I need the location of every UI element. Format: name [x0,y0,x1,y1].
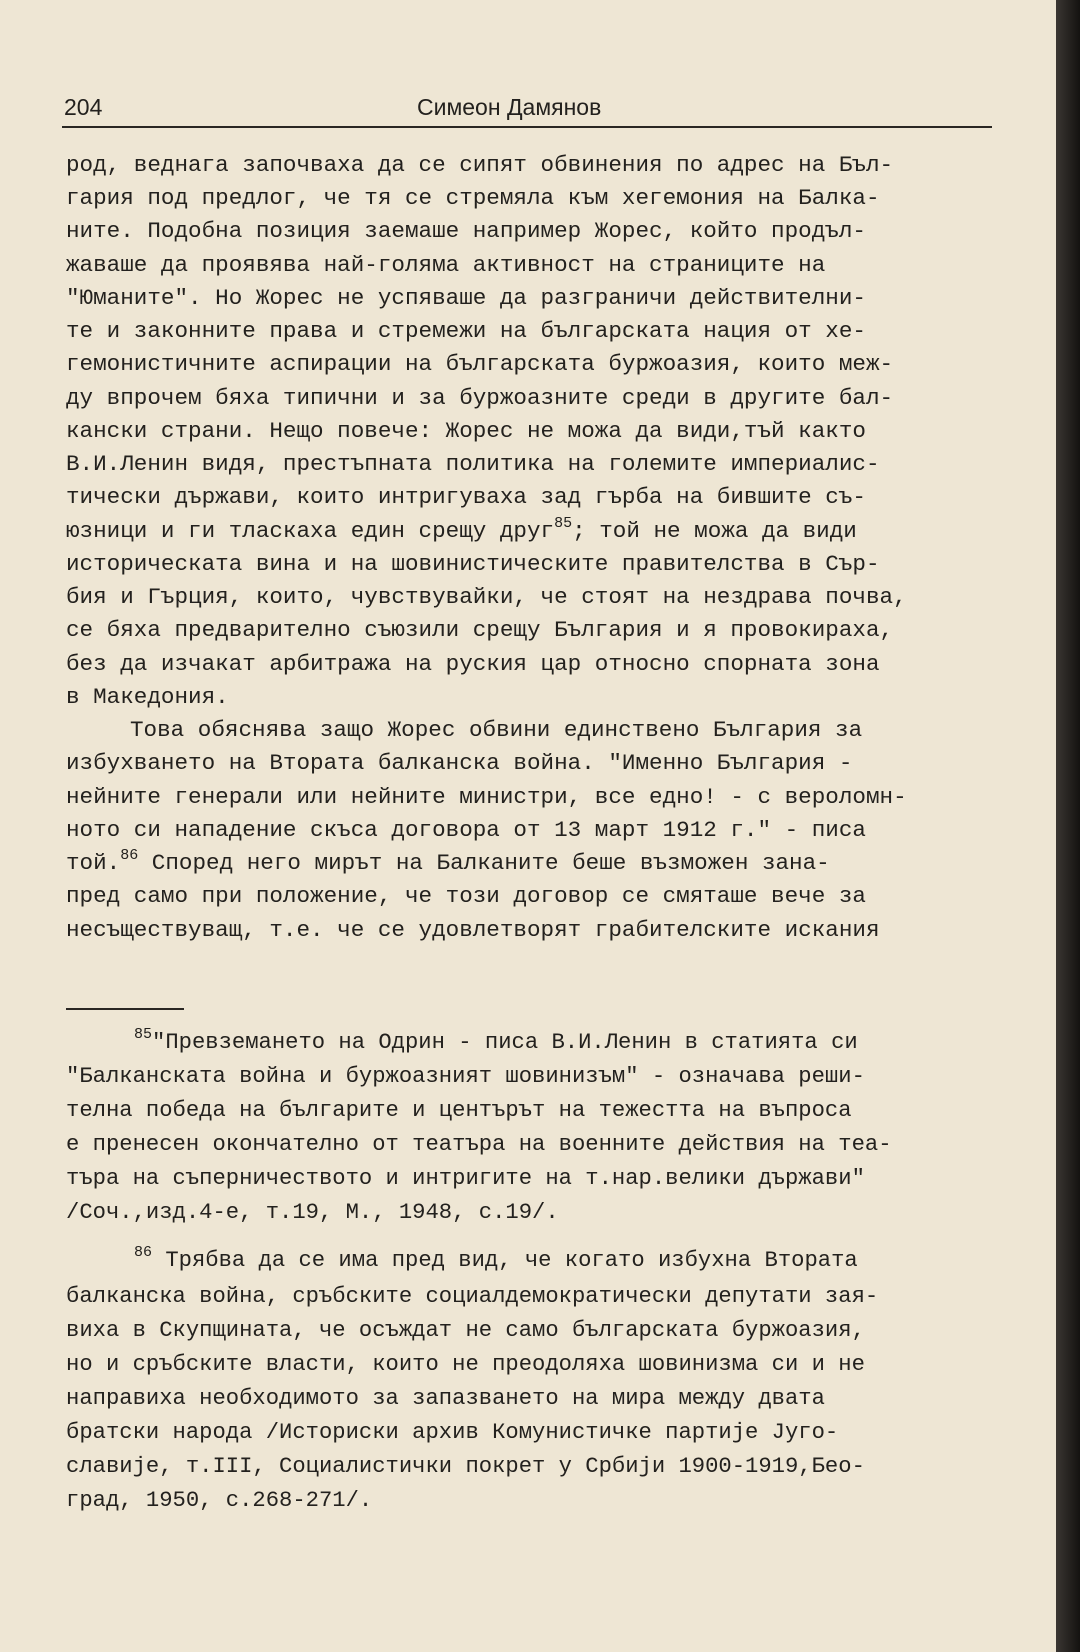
text-line: Това обяснява защо Жорес обвини единствено България за [130,717,863,743]
text-line: гария под предлог, че тя се стремяла към хегемония на Балка- [66,185,880,211]
footnote-85-line: "Балканската война и буржоазният шовинизъм" - означава реши- [66,1064,865,1089]
text-line: несъществуващ, т.е. че се удовлетворят грабителските искания [66,917,880,943]
text-line: нейните генерали или нейните министри, все едно! - с вероломн- [66,784,907,810]
text-line-with-footnote [66,516,857,546]
text-line: гемонистичните аспирации на българската буржоазия, които меж- [66,351,894,377]
page-number: 204 [64,94,103,120]
text-segment: юзници и ги тласкаха един срещу друг [66,518,555,544]
running-title: Симеон Дамянов [417,94,602,120]
footnote-86-line: балканска война, сръбските социалдемократически депутати зая- [66,1284,879,1309]
footnote-86-line: славије, т.III, Социалистички покрет у Србији 1900-1919,Бео- [66,1454,865,1479]
text-line: без да изчакат арбитража на руския цар относно спорната зона [66,651,880,677]
text-line: тически държави, които интригуваха зад гърба на бившите съ- [66,484,866,510]
footnote-85-line: телна победа на българите и центърът на тежестта на въпроса [66,1098,852,1123]
text-line: ното си нападение скъса договора от 13 март 1912 г." - писа [66,817,866,843]
running-header [62,92,992,128]
footnote-86-line [134,1246,858,1276]
text-line: бия и Гърция, които, чувствувайки, че стоят на нездрава почва, [66,584,907,610]
footnote-85-line: търа на съперничеството и интригите на т.нар.велики държави" [66,1166,865,1191]
footnote-text: Трябва да се има пред вид, че когато избухна Втората [165,1248,858,1273]
text-line: род, веднага започваха да се сипят обвинения по адрес на Бъл- [66,152,894,178]
footnote-85-line [134,1028,858,1058]
footnote-86-line: град, 1950, с.268-271/. [66,1488,373,1513]
text-line: историческата вина и на шовинистическите правителства в Сър- [66,551,880,577]
book-binding-edge [1056,0,1080,1652]
text-line: ните. Подобна позиция заемаше например Жорес, който продъл- [66,218,866,244]
footnote-85-line: /Соч.,изд.4-е, т.19, М., 1948, с.19/. [66,1200,559,1225]
text-line: жаваше да проявява най-голяма активност на страниците на [66,252,826,278]
text-line: "Юманите". Но Жорес не успяваше да разграничи действителни- [66,285,866,311]
text-line: кански страни. Нещо повече: Жорес не можа да види,тъй както [66,418,866,444]
footnote-text: "Превземането на Одрин - писа В.И.Ленин в статията си [152,1030,858,1055]
text-line: се бяха предварително съюзили срещу България и я провокираха, [66,617,894,643]
text-line-with-footnote [66,848,830,878]
footnote-86-line: направиха необходимото за запазването на мира между двата [66,1386,825,1411]
footnote-number-86: 86 [134,1244,153,1261]
footnote-separator [66,1008,184,1010]
text-line: избухването на Втората балканска война. "Именно България - [66,750,853,776]
text-line: в Македония. [66,684,229,710]
footnote-86-line: но и сръбските власти, които не преодоляха шовинизма си и не [66,1352,865,1377]
text-line: ду впрочем бяха типични и за буржоазните среди в другите бал- [66,385,894,411]
footnote-ref-85[interactable]: 85 [554,515,573,532]
text-line: пред само при положение, че този договор се смяташе вече за [66,883,866,909]
footnote-86-line: братски народа /Историски архив Комунистичке партије Југо- [66,1420,839,1445]
text-segment: ; той не можа да види [572,518,857,544]
footnote-ref-86[interactable]: 86 [120,847,139,864]
text-line: те и законните права и стремежи на българската нация от хе- [66,318,866,344]
text-line: В.И.Ленин видя, престъпната политика на големите империалис- [66,451,880,477]
text-segment: той. [66,850,121,876]
footnote-86-line: виха в Скупщината, че осъждат не само българската буржоазия, [66,1318,865,1343]
footnote-number-85: 85 [134,1026,153,1043]
footnote-85-line: е пренесен окончателно от театъра на военните действия на теа- [66,1132,892,1157]
text-segment: Според него мирът на Балканите беше възможен зана- [138,850,830,876]
